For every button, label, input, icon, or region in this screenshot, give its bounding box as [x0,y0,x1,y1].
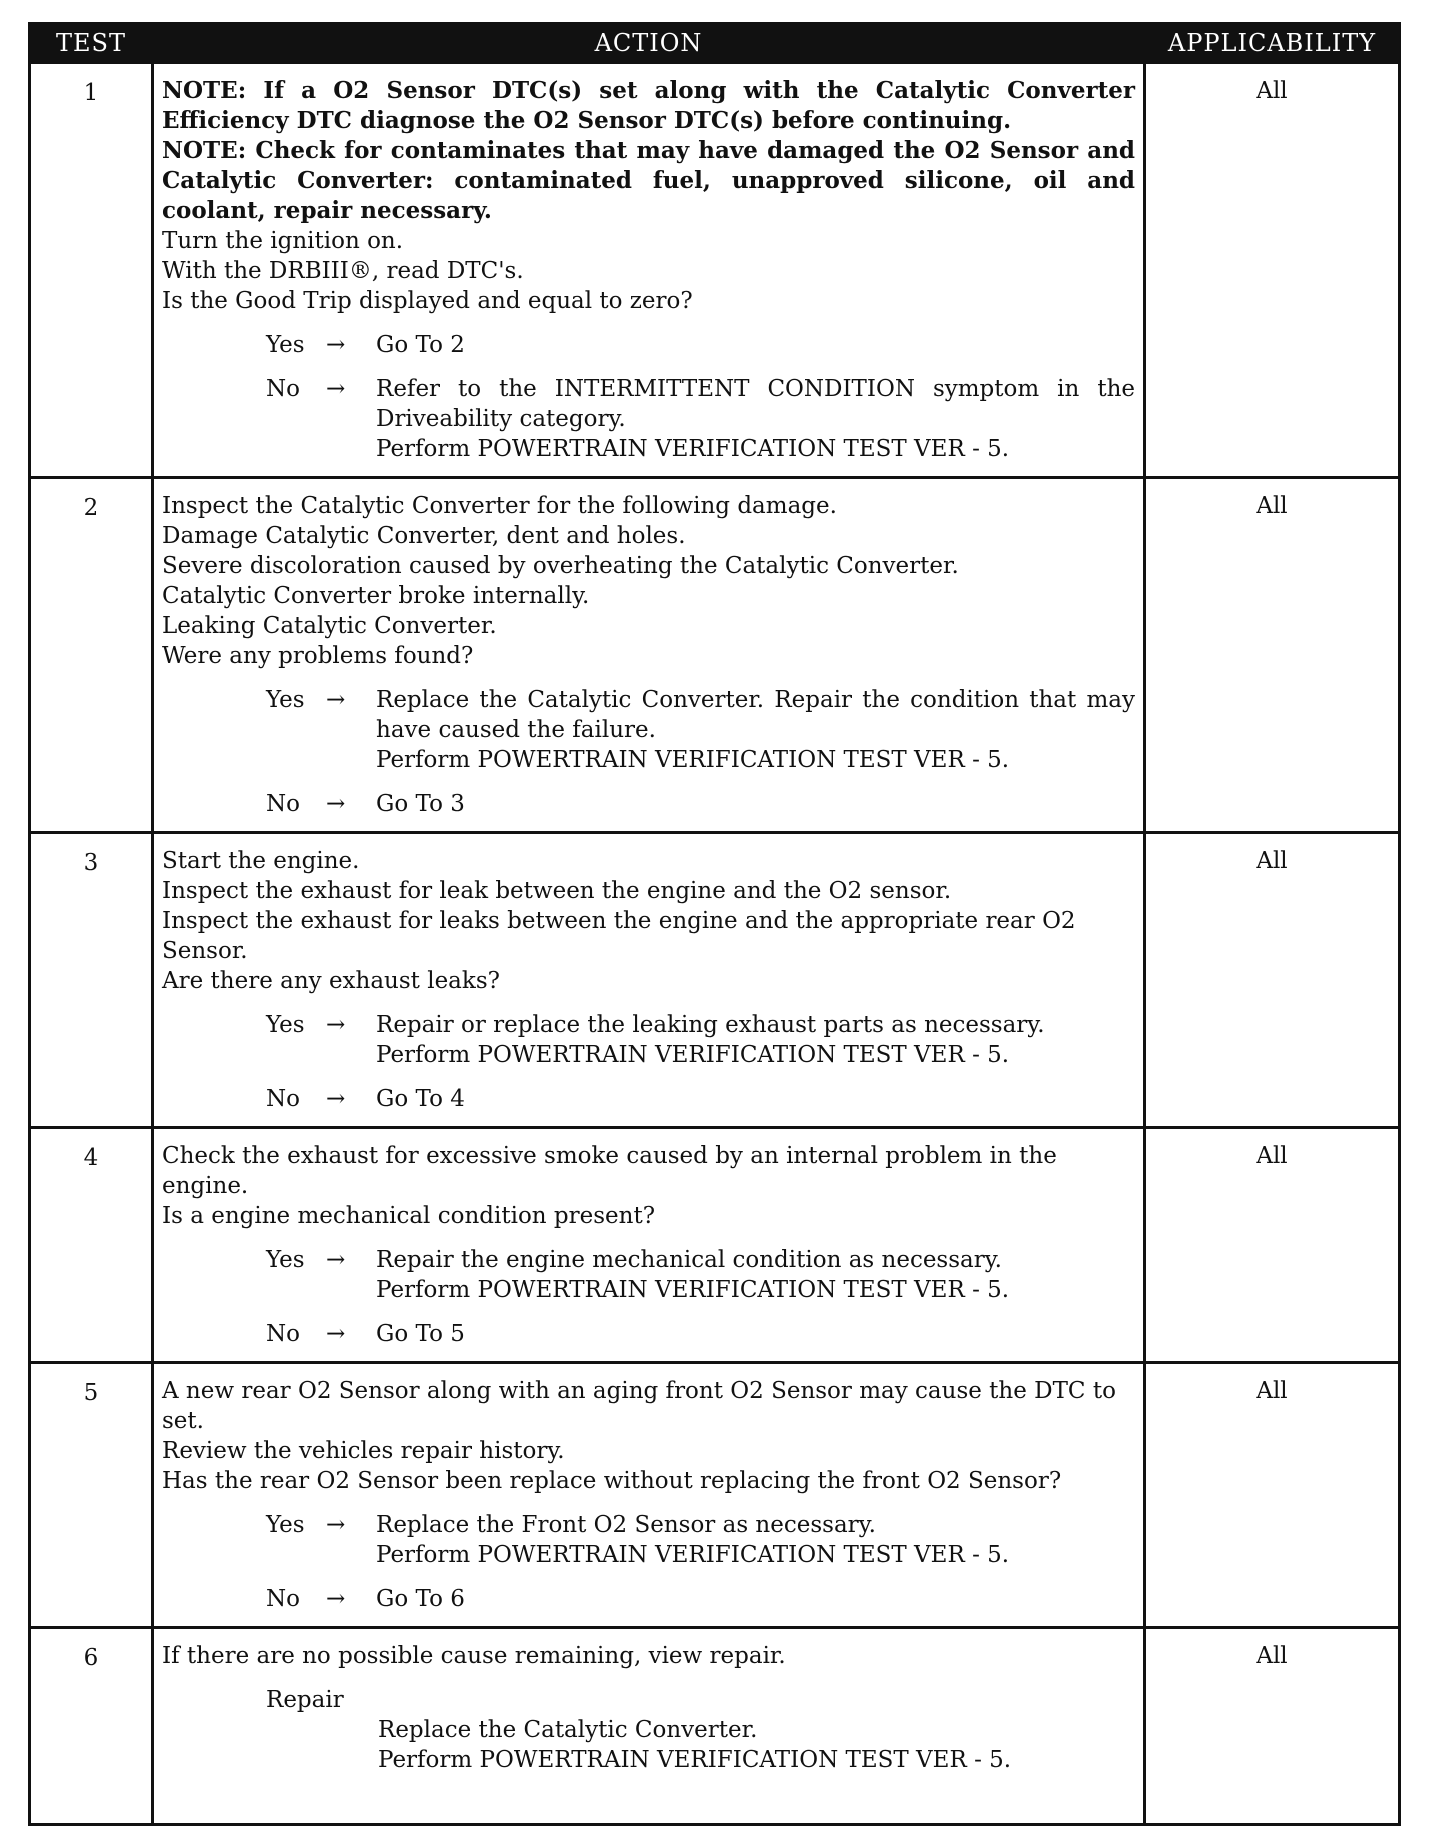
no-outcome [162,374,1135,464]
table-row [30,1363,1400,1628]
table-row [30,478,1400,833]
instruction-line: Turn the ignition on. [162,228,404,254]
test-number: 3 [30,833,153,1128]
no-outcome [162,1584,1135,1614]
right-arrow-icon: → [326,1012,346,1038]
right-arrow-icon: → [326,332,346,358]
action-cell [153,478,1145,833]
question-line: Were any problems found? [162,643,474,669]
yes-label: Yes [266,332,305,358]
instruction-line: With the DRBIII®, read DTC's. [162,258,524,284]
yes-label: Yes [266,1512,305,1538]
result-line: Perform POWERTRAIN VERIFICATION TEST VER - 5. [376,747,1010,773]
yes-result [376,1510,1135,1570]
result-line: Replace the Catalytic Converter. Repair the condition that may have caused the failure. [376,687,1135,743]
yes-outcome [162,1245,1135,1305]
repair-label: Repair [266,1687,344,1713]
yes-label: Yes [266,1247,305,1273]
no-label: No [266,1086,300,1112]
yes-outcome [162,1010,1135,1070]
instruction-line: Severe discoloration caused by overheating the Catalytic Converter. [162,553,959,579]
table-header-row [30,24,1400,63]
header-applicability: APPLICABILITY [1145,24,1400,63]
yes-result [376,330,1135,360]
right-arrow-icon: → [326,1512,346,1538]
table-row [30,63,1400,478]
no-outcome [162,789,1135,819]
action-cell [153,833,1145,1128]
result-line: Go To 6 [376,1586,465,1612]
repair-steps [162,1715,1135,1775]
table-row [30,1628,1400,1825]
no-result [376,1084,1135,1114]
result-line: Perform POWERTRAIN VERIFICATION TEST VER - 5. [376,1542,1010,1568]
yes-result [376,1010,1135,1070]
right-arrow-icon: → [326,1586,346,1612]
test-number: 2 [30,478,153,833]
instruction-line: Start the engine. [162,848,360,874]
test-number: 6 [30,1628,153,1825]
instruction-line: Inspect the exhaust for leaks between the engine and the appropriate rear O2 Sensor. [162,908,1076,964]
result-line: Repair the engine mechanical condition as necessary. [376,1247,1002,1273]
result-line: Go To 5 [376,1321,465,1347]
result-line: Go To 2 [376,332,465,358]
right-arrow-icon: → [326,687,346,713]
no-label: No [266,1321,300,1347]
no-result [376,1584,1135,1614]
yes-result [376,1245,1135,1305]
no-label: No [266,1586,300,1612]
repair-line: Perform POWERTRAIN VERIFICATION TEST VER - 5. [378,1747,1012,1773]
table-row [30,833,1400,1128]
action-cell [153,1628,1145,1825]
result-line: Replace the Front O2 Sensor as necessary. [376,1512,876,1538]
no-outcome [162,1084,1135,1114]
test-number: 1 [30,63,153,478]
test-number: 5 [30,1363,153,1628]
result-line: Perform POWERTRAIN VERIFICATION TEST VER - 5. [376,1042,1010,1068]
note-text: NOTE: If a O2 Sensor DTC(s) set along with the Catalytic Converter Efficiency DTC diagnose the O2 Sensor DTC(s) before continuing. [162,77,1135,134]
instruction-line: Inspect the Catalytic Converter for the following damage. [162,493,837,519]
result-line: Perform POWERTRAIN VERIFICATION TEST VER - 5. [376,1277,1010,1303]
right-arrow-icon: → [326,1321,346,1347]
yes-outcome [162,1510,1135,1570]
no-result [376,1319,1135,1349]
action-cell [153,1363,1145,1628]
no-result [376,374,1135,464]
result-line: Go To 3 [376,791,465,817]
yes-outcome [162,330,1135,360]
applicability-value: All [1145,833,1400,1128]
diagnostic-test-table [28,22,1401,1826]
right-arrow-icon: → [326,1086,346,1112]
header-action: ACTION [153,24,1145,63]
header-test: TEST [30,24,153,63]
question-line: Is a engine mechanical condition present? [162,1203,656,1229]
result-line: Refer to the INTERMITTENT CONDITION symptom in the Driveability category. [376,376,1135,432]
question-line: Has the rear O2 Sensor been replace without replacing the front O2 Sensor? [162,1468,1062,1494]
action-cell [153,63,1145,478]
question-line: Are there any exhaust leaks? [162,968,500,994]
instruction-line: Check the exhaust for excessive smoke caused by an internal problem in the engine. [162,1143,1057,1199]
instruction-line: Review the vehicles repair history. [162,1438,565,1464]
note-text: NOTE: Check for contaminates that may have damaged the O2 Sensor and Catalytic Converter: contaminated fuel, unapproved silicone, oil and coolant, repair necessary. [162,137,1135,224]
repair-line: Replace the Catalytic Converter. [378,1717,758,1743]
yes-label: Yes [266,687,305,713]
instruction-line: Catalytic Converter broke internally. [162,583,590,609]
result-line: Go To 4 [376,1086,465,1112]
test-number: 4 [30,1128,153,1363]
right-arrow-icon: → [326,1247,346,1273]
question-line: Is the Good Trip displayed and equal to zero? [162,288,693,314]
result-line: Repair or replace the leaking exhaust parts as necessary. [376,1012,1045,1038]
table-row [30,1128,1400,1363]
yes-outcome [162,685,1135,775]
result-line: Perform POWERTRAIN VERIFICATION TEST VER - 5. [376,436,1010,462]
instruction-line: Damage Catalytic Converter, dent and holes. [162,523,686,549]
applicability-value: All [1145,1128,1400,1363]
yes-result [376,685,1135,775]
yes-label: Yes [266,1012,305,1038]
no-label: No [266,376,300,402]
instruction-line: A new rear O2 Sensor along with an aging front O2 Sensor may cause the DTC to set. [162,1378,1116,1434]
no-label: No [266,791,300,817]
right-arrow-icon: → [326,791,346,817]
action-cell [153,1128,1145,1363]
right-arrow-icon: → [326,376,346,402]
applicability-value: All [1145,478,1400,833]
applicability-value: All [1145,1628,1400,1825]
applicability-value: All [1145,1363,1400,1628]
no-result [376,789,1135,819]
instruction-line: If there are no possible cause remaining, view repair. [162,1643,786,1669]
instruction-line: Inspect the exhaust for leak between the engine and the O2 sensor. [162,878,952,904]
no-outcome [162,1319,1135,1349]
instruction-line: Leaking Catalytic Converter. [162,613,497,639]
applicability-value: All [1145,63,1400,478]
